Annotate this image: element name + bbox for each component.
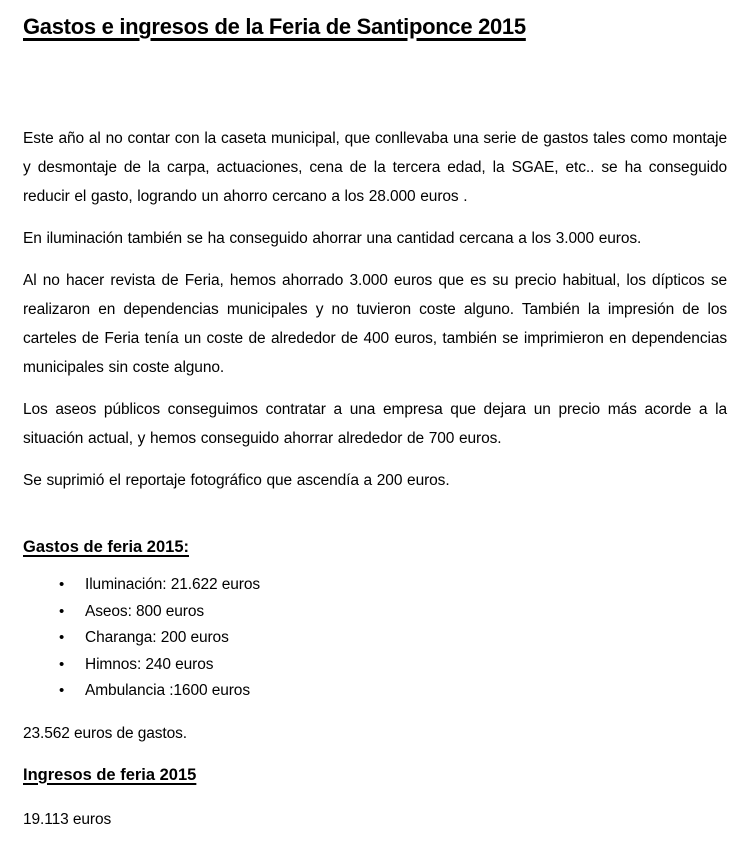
expense-item-ambulancia [23,678,727,705]
expense-item-label: Himnos: 240 euros [85,655,214,673]
bullet-icon: • [59,629,65,646]
expenses-list [23,572,727,705]
expenses-total: 23.562 euros de gastos. [23,724,188,742]
bullet-icon: • [59,602,65,620]
intro-paragraph-2: En iluminación también se ha conseguido ahorrar una cantidad cercana a los 3.000 euros. [23,230,642,247]
expense-item-label: Aseos: 800 euros [85,602,205,620]
bullet-icon: • [59,655,65,673]
expense-item-label: Iluminación: 21.622 euros [85,576,261,593]
expense-item-charanga [23,625,727,652]
income-total: 19.113 euros [23,810,112,828]
expenses-heading: Gastos de feria 2015: [23,538,189,556]
expense-item-himnos [23,652,727,679]
expense-item-label: Ambulancia :1600 euros [85,682,250,699]
bullet-icon: • [59,576,65,593]
intro-section [23,124,727,495]
document-title: Gastos e ingresos de la Feria de Santiponce 2015 [23,14,526,39]
expense-item-aseos [23,599,727,626]
bullet-icon: • [59,682,65,699]
intro-paragraph-3: Al no hacer revista de Feria, hemos ahorrado 3.000 euros que es su precio habitual, los dípticos se realizaron en dependencias municipales y no tuvieron coste alguno. También la impresión de los carteles de Feria tenía un coste de alrededor de 400 euros, también se imprimieron en dependencias municipales sin coste alguno. [23,272,727,376]
intro-paragraph-4: Los aseos públicos conseguimos contratar a una empresa que dejara un precio más acorde a la situación actual, y hemos conseguido ahorrar alrededor de 700 euros. [23,401,727,447]
expense-item-label: Charanga: 200 euros [85,629,229,646]
intro-paragraph-1: Este año al no contar con la caseta municipal, que conllevaba una serie de gastos tales como montaje y desmontaje de la carpa, actuaciones, cena de la tercera edad, la SGAE, etc.. se ha conseguido reducir el gasto, logrando un ahorro cercano a los 28.000 euros . [23,130,727,205]
intro-paragraph-5: Se suprimió el reportaje fotográfico que ascendía a 200 euros. [23,472,450,489]
expense-item-iluminacion [23,572,727,599]
income-heading: Ingresos de feria 2015 [23,765,197,784]
